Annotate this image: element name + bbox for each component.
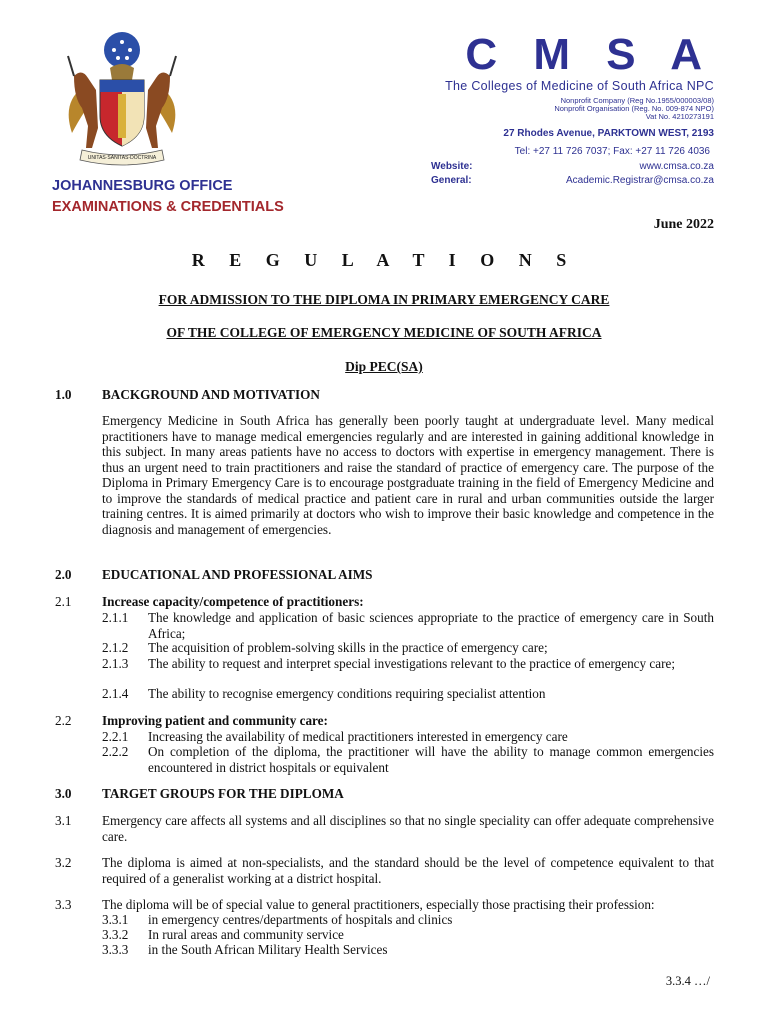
item-number: 3.3.1: [102, 912, 129, 927]
general-label: General:: [431, 175, 472, 186]
item-number: 3.3.2: [102, 927, 129, 942]
exams-title: EXAMINATIONS & CREDENTIALS: [52, 199, 284, 215]
address: 27 Rhodes Avenue, PARKTOWN WEST, 2193: [503, 128, 714, 139]
document-title: R E G U L A T I O N S: [191, 250, 577, 270]
college-name: The Colleges of Medicine of South Africa NPC: [445, 79, 714, 93]
item-text: The ability to request and interpret special investigations relevant to the practice of emergency care;: [148, 656, 676, 671]
item-text: Increasing the availability of medical practitioners interested in emergency care: [148, 729, 568, 744]
paragraph-number: 3.2: [55, 855, 72, 870]
item-text: in emergency centres/departments of hospitals and clinics: [148, 912, 453, 927]
item-text: On completion of the diploma, the practitioner will have the ability to manage common emergencies encountered in district hospitals or equivalent: [148, 744, 714, 775]
brand-logo-text: C M S A: [465, 30, 714, 79]
vat-number: Vat No. 4210273191: [645, 112, 714, 121]
item-number: 2.2.1: [102, 729, 129, 744]
item-number: 3.3.3: [102, 942, 129, 957]
section-number: 3.0: [55, 786, 72, 801]
item-number: 2.1.3: [102, 656, 129, 671]
paragraph-text: The diploma is aimed at non-specialists, and the standard should be the level of competence equivalent to that required of a generalist working at a district hospital.: [102, 855, 714, 886]
item-number: 2.1.4: [102, 686, 129, 701]
page-continuation: 3.3.4 …/: [665, 974, 710, 988]
section-number: 1.0: [55, 387, 72, 402]
item-number: 2.2.2: [102, 744, 129, 759]
item-text: in the South African Military Health Services: [148, 942, 388, 957]
crest-motto: UNITAS·SANITAS·DOCTRINA: [87, 155, 157, 161]
office-title: JOHANNESBURG OFFICE: [52, 178, 233, 194]
telephone: Tel: +27 11 726 7037; Fax: +27 11 726 4036: [514, 146, 710, 157]
section-paragraph: Emergency Medicine in South Africa has generally been poorly taught at undergraduate level. Many medical practitioners have to manage medical emergencies regularly and are interested in gaining additional knowledge in this subject. In many areas patients have no access to doctors with expertise in emergency management. There is thus an urgent need to train practitioners and raise the standard of practice of emergency care. The purpose of the Diploma in Primary Emergency Care is to encourage postgraduate training in the field of Emergency Medicine and to improve the standards of medical practice and patient care in rural and urban communities outside the larger training centres. It is aimed primarily at doctors who wish to improve their basic knowledge and competence in the diagnosis and management of emergencies.: [102, 413, 714, 537]
section-heading: EDUCATIONAL AND PROFESSIONAL AIMS: [102, 567, 373, 582]
section-heading: BACKGROUND AND MOTIVATION: [102, 387, 320, 402]
paragraph-text: Emergency care affects all systems and all disciplines so that no single speciality can offer adequate comprehensive care.: [102, 813, 714, 844]
subsection-heading: Increase capacity/competence of practitioners:: [102, 594, 364, 609]
website-label: Website:: [431, 161, 473, 172]
section-number: 2.0: [55, 567, 72, 582]
item-text: In rural areas and community service: [148, 927, 344, 942]
item-text: The ability to recognise emergency conditions requiring specialist attention: [148, 686, 546, 701]
paragraph-text: The diploma will be of special value to general practitioners, especially those practising their profession:: [102, 897, 655, 912]
diploma-abbreviation: Dip PEC(SA): [345, 359, 423, 374]
item-number: 2.1.1: [102, 610, 129, 625]
subsection-heading: Improving patient and community care:: [102, 713, 328, 728]
paragraph-number: 3.3: [55, 897, 72, 912]
subsection-number: 2.1: [55, 594, 72, 609]
paragraph-number: 3.1: [55, 813, 72, 828]
item-text: The acquisition of problem-solving skills in the practice of emergency care;: [148, 640, 548, 655]
company-reg: Nonprofit Company (Reg No.1955/000003/08): [560, 96, 714, 105]
subtitle-college: OF THE COLLEGE OF EMERGENCY MEDICINE OF SOUTH AFRICA: [166, 325, 602, 340]
email-link[interactable]: Academic.Registrar@cmsa.co.za: [566, 175, 714, 186]
document-date: June 2022: [653, 217, 714, 232]
item-number: 2.1.2: [102, 640, 129, 655]
subtitle-admission: FOR ADMISSION TO THE DIPLOMA IN PRIMARY EMERGENCY CARE: [158, 292, 610, 307]
item-text: The knowledge and application of basic sciences appropriate to the practice of emergency care in South Africa;: [148, 610, 714, 641]
section-heading: TARGET GROUPS FOR THE DIPLOMA: [102, 786, 344, 801]
subsection-number: 2.2: [55, 713, 72, 728]
org-reg: Nonprofit Organisation (Reg. No. 009-874 NPO): [554, 104, 714, 113]
coat-of-arms-logo: [52, 28, 192, 168]
website-link[interactable]: www.cmsa.co.za: [639, 161, 714, 172]
